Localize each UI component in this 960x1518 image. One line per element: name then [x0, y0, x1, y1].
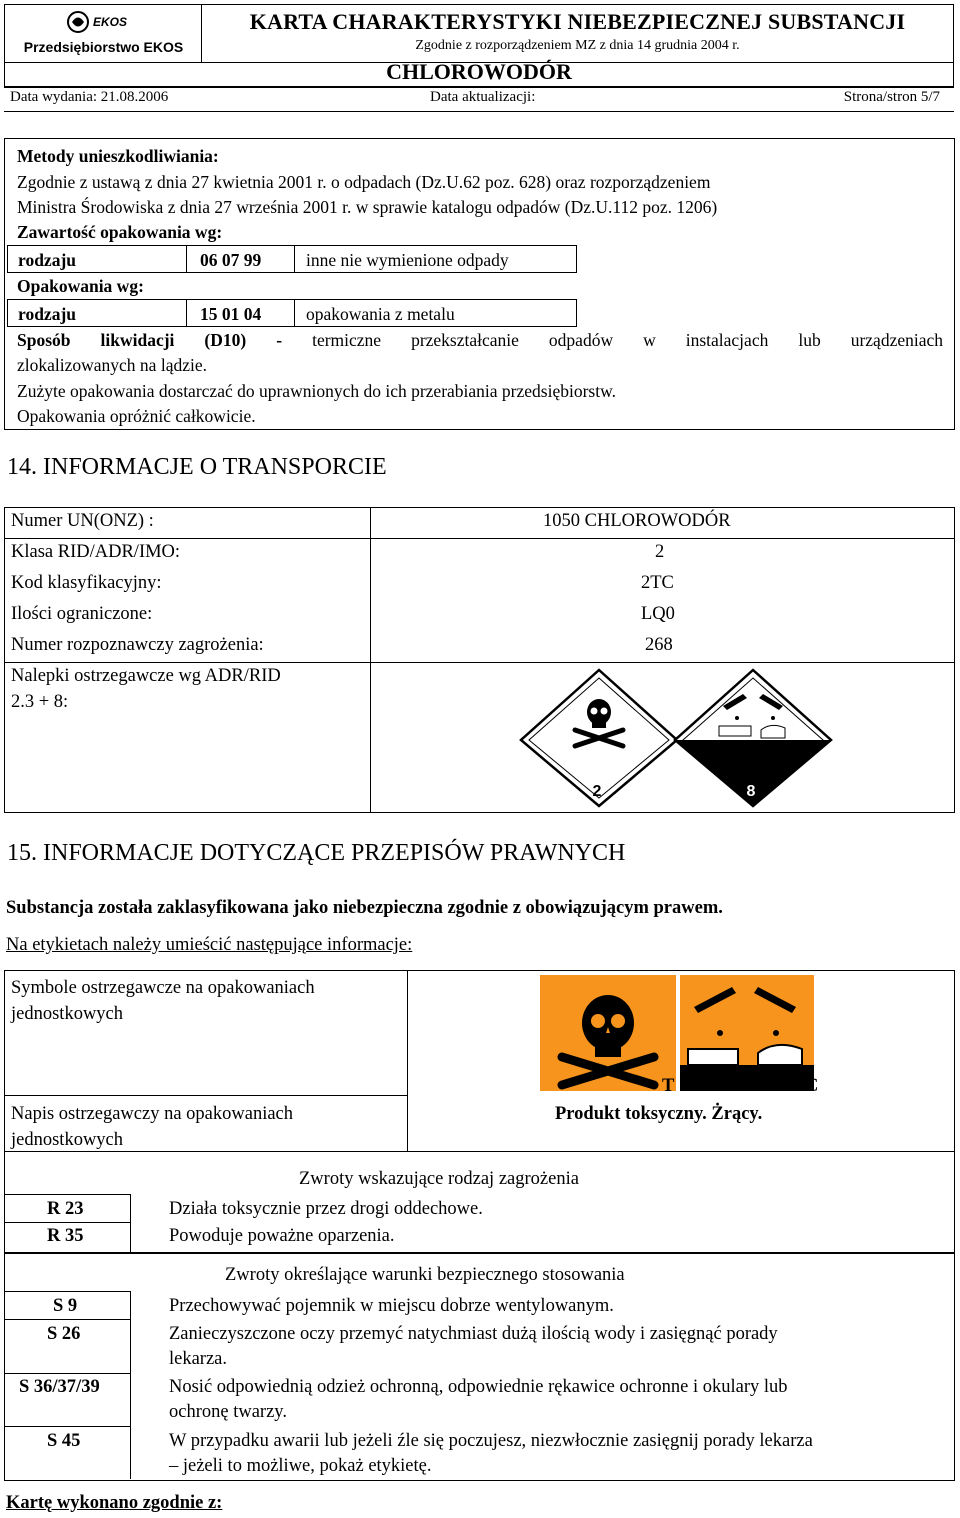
disposal-heading: Metody unieszkodliwiania: — [17, 146, 219, 166]
r-heading: Zwroty wskazujące rodzaj zagrożenia — [299, 1169, 579, 1189]
packaging-heading: Opakowania wg: — [17, 276, 144, 296]
section-15-heading: 15. INFORMACJE DOTYCZĄCE PRZEPISÓW PRAWNYCH — [7, 840, 626, 866]
packaging-code: 15 01 04 — [200, 304, 262, 324]
disposal-box — [4, 138, 955, 430]
svg-text:EKOS: EKOS — [93, 15, 128, 29]
header-bottom-line — [4, 111, 954, 112]
s-phrase-text-2: lekarza. — [169, 1349, 228, 1369]
title-cell — [202, 5, 953, 63]
content-code: 06 07 99 — [200, 250, 262, 270]
s-phrase-text: Nosić odpowiednią odzież ochronną, odpowiednie rękawice ochronne i okulary lub — [169, 1377, 788, 1397]
symbols-label-2: jednostkowych — [11, 1004, 124, 1024]
row-separator — [294, 300, 295, 326]
s-phrase-text: Zanieczyszczone oczy przemyć natychmiast dużą ilością wody i zasięgnąć porady — [169, 1324, 778, 1344]
label-symbols-table — [4, 970, 955, 1152]
warning-label-2: jednostkowych — [11, 1130, 124, 1150]
s-phrase-text-2: ochronę twarzy. — [169, 1402, 287, 1422]
r-phrase-text: Działa toksycznie przez drogi oddechowe. — [169, 1199, 483, 1219]
law-line-2: Ministra Środowiska z dnia 27 września 2001 r. w sprawie katalogu odpadów (Dz.U.112 poz. 1206) — [17, 197, 718, 217]
packaging-desc: opakowania z metalu — [306, 304, 455, 324]
footer-note: Kartę wykonano zgodnie z: — [6, 1493, 223, 1513]
r-phrase-text: Powoduje poważne oparzenia. — [169, 1226, 395, 1246]
r-phrase-code: R 35 — [47, 1226, 84, 1246]
row-separator — [294, 246, 295, 272]
page-number: Strona/stron 5/7 — [843, 89, 940, 105]
svg-text:8: 8 — [746, 783, 756, 800]
symbols-label: Symbole ostrzegawcze na opakowaniach — [11, 978, 315, 998]
s-phrase-code: S 45 — [47, 1431, 81, 1451]
s-phrase-code: S 26 — [47, 1324, 81, 1344]
s-phrase-code: S 9 — [53, 1296, 78, 1316]
toxic-skull-icon — [540, 975, 676, 1091]
classification-statement: Substancja została zaklasyfikowana jako niebezpieczna zgodnie z obowiązującym prawem. — [6, 898, 723, 918]
corrosive-icon — [680, 975, 814, 1091]
r-phrase-code: R 23 — [47, 1199, 84, 1219]
svg-text:2: 2 — [592, 783, 602, 800]
adr-label-corrosive-icon — [671, 668, 835, 808]
document-subtitle: Zgodnie z rozporządzeniem MZ z dnia 14 grudnia 2004 r. — [415, 38, 740, 53]
adr-label-toxic-gas-icon — [517, 668, 681, 808]
issue-date: Data wydania: 21.08.2006 — [10, 89, 169, 105]
content-kind: rodzaju — [18, 250, 77, 270]
content-heading: Zawartość opakowania wg: — [17, 222, 223, 242]
warning-text: Produkt toksyczny. Żrący. — [555, 1104, 763, 1124]
packaging-note-1: Zużyte opakowania dostarczać do uprawnionych do ich przerabiania przedsiębiorstw. — [17, 381, 616, 401]
s-heading: Zwroty określające warunki bezpiecznego stosowania — [225, 1265, 625, 1285]
symbol-c-letter: C — [805, 1076, 819, 1096]
packaging-code-row — [7, 299, 577, 327]
packaging-note-2: Opakowania opróżnić całkowicie. — [17, 406, 256, 426]
content-code-row — [7, 245, 577, 273]
company-name: Przedsiębiorstwo EKOS — [23, 39, 184, 55]
row-separator — [186, 246, 187, 272]
s-phrases-box — [4, 1253, 955, 1481]
s-phrase-text: Przechowywać pojemnik w miejscu dobrze wentylowanym. — [169, 1296, 614, 1316]
r-phrases-box — [4, 1152, 955, 1253]
disposal-method: Sposób likwidacji (D10) - termiczne przekształcanie odpadów w instalacjach lub urządzeniach — [17, 330, 944, 350]
disposal-method-2: zlokalizowanych na lądzie. — [17, 355, 207, 375]
packaging-kind: rodzaju — [18, 304, 77, 324]
s-phrase-code: S 36/37/39 — [19, 1377, 100, 1397]
label-info-heading: Na etykietach należy umieścić następujące informacje: — [6, 935, 413, 955]
row-separator — [186, 300, 187, 326]
logo-cell — [5, 5, 202, 63]
warning-label: Napis ostrzegawczy na opakowaniach — [11, 1104, 294, 1124]
header-divider — [4, 86, 954, 87]
update-date: Data aktualizacji: — [430, 89, 536, 105]
document-title: KARTA CHARAKTERYSTYKI NIEBEZPIECZNEJ SUBSTANCJI — [249, 9, 906, 34]
transport-table: Numer UN(ONZ) : 1050 CHLOROWODÓR Klasa RID/ADR/IMO: 2 Kod klasyfikacyjny: 2TC Ilości ograniczone: LQ0 Numer rozpoznawczy zagrożenia: 268 Nalepki ostrzegawcze wg ADR/RID 2.3 + 8: 2 8 — [4, 507, 955, 813]
s-phrase-text-2: – jeżeli to możliwe, pokaż etykietę. — [169, 1456, 432, 1476]
section-14-heading: 14. INFORMACJE O TRANSPORCIE — [7, 454, 387, 480]
s-phrase-text: W przypadku awarii lub jeżeli źle się poczujesz, niezwłocznie zasięgnij porady lekarza — [169, 1431, 813, 1451]
symbol-t-letter: T — [662, 1076, 675, 1096]
substance-name: CHLOROWODÓR — [386, 59, 572, 84]
content-desc: inne nie wymienione odpady — [306, 250, 509, 270]
law-line-1: Zgodnie z ustawą z dnia 27 kwietnia 2001 r. o odpadach (Dz.U.62 poz. 628) oraz rozporządzeniem — [17, 172, 711, 192]
ekos-logo-icon — [65, 9, 137, 35]
